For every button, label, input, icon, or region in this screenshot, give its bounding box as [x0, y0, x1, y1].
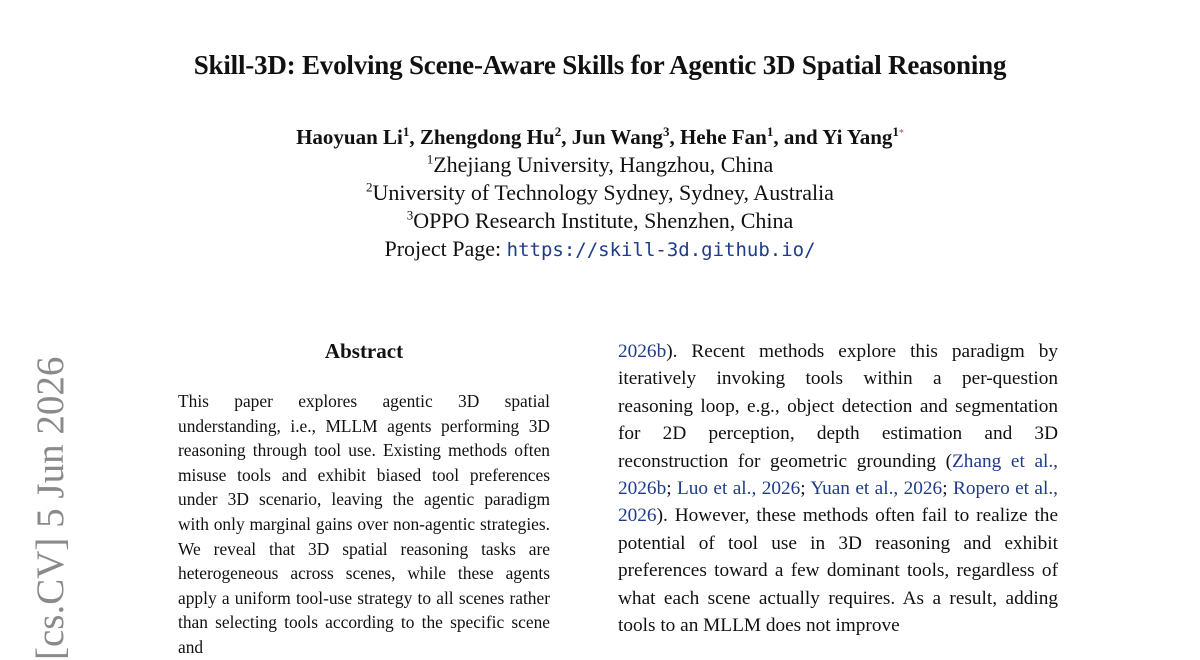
affiliation-line: [0, 207, 1200, 235]
affiliation-number: 3: [406, 207, 414, 223]
paper-title: Skill-3D: Evolving Scene-Aware Skills for Agentic 3D Spatial Reasoning: [193, 50, 1007, 80]
citation-link[interactable]: 2026b: [618, 341, 667, 362]
abstract-text: This paper explores agentic 3D spatial understanding, i.e., MLLM agents performing 3D reasoning through tool use. Existing methods often misuse tools and exhibit biased tool preferences under 3D scenario, leaving the agentic paradigm with only marginal gains over non-agentic strategies. We reveal that 3D spatial reasoning tasks are heterogeneous across scenes, while these agents apply a uniform tool-use strategy to all scenes rather than selecting tools according to the specific scene and: [178, 391, 550, 657]
author-separator: , and: [773, 125, 823, 149]
author-affiliation-mark: 1: [402, 124, 410, 139]
intro-column-text: [618, 338, 1058, 639]
citation-link[interactable]: Luo et al., 2026: [676, 478, 801, 500]
author-affiliation-mark: 3: [662, 124, 670, 139]
author-separator: ,: [409, 125, 420, 149]
author-list: [0, 124, 1200, 150]
body-text: ). Recent methods explore this paradigm by iteratively invoking tools within a per-question reasoning loop, e.g., object detection and segmentation for 2D perception, depth estimation and 3D reconstruction for geometric grounding (: [618, 341, 1058, 472]
body-text: ;: [800, 478, 811, 500]
author-affiliation-mark: 1: [766, 124, 774, 139]
project-page-link[interactable]: https://skill-3d.github.io/: [506, 239, 816, 261]
affiliation-text: OPPO Research Institute, Shenzhen, China: [413, 208, 794, 233]
affiliation-text: University of Technology Sydney, Sydney, Australia: [372, 180, 834, 205]
body-text: ). However, these methods often fail to realize the potential of tool use in 3D reasoning and exhibit preferences toward a few dominant tools, regardless of what each scene actually requires. As a result, adding tools to an MLLM does not improve: [618, 505, 1058, 637]
author-separator: ,: [561, 125, 572, 149]
citation-link[interactable]: Zhang et al., 2026b: [618, 450, 1058, 500]
author-separator: ,: [669, 125, 680, 149]
affiliation-line: [0, 151, 1200, 179]
project-page-line: [0, 235, 1200, 264]
author-name: Hehe Fan: [679, 125, 767, 149]
affiliation-text: Zhejiang University, Hangzhou, China: [433, 152, 774, 177]
author-affiliation-mark: 1: [892, 124, 899, 139]
affiliation-number: 1: [426, 151, 434, 167]
body-text: ;: [666, 478, 677, 500]
author-name: Zhengdong Hu: [419, 125, 555, 149]
affiliation-number: 2: [366, 179, 373, 195]
citation-link[interactable]: Ropero et al., 2026: [618, 478, 1058, 527]
project-page-label: Project Page:: [384, 236, 507, 261]
author-name: Jun Wang: [571, 125, 663, 149]
author-name: Haoyuan Li: [296, 125, 403, 149]
body-text: ;: [942, 478, 953, 500]
author-affiliation-mark: 2: [554, 124, 562, 139]
corresponding-author-mark[interactable]: *: [898, 128, 904, 139]
abstract-heading: Abstract: [324, 339, 404, 363]
citation-link[interactable]: Yuan et al., 2026: [810, 478, 943, 500]
author-name: Yi Yang: [822, 125, 893, 149]
arxiv-side-stamp: [cs.CV] 5 Jun 2026: [29, 356, 72, 660]
affiliation-line: [0, 179, 1200, 207]
